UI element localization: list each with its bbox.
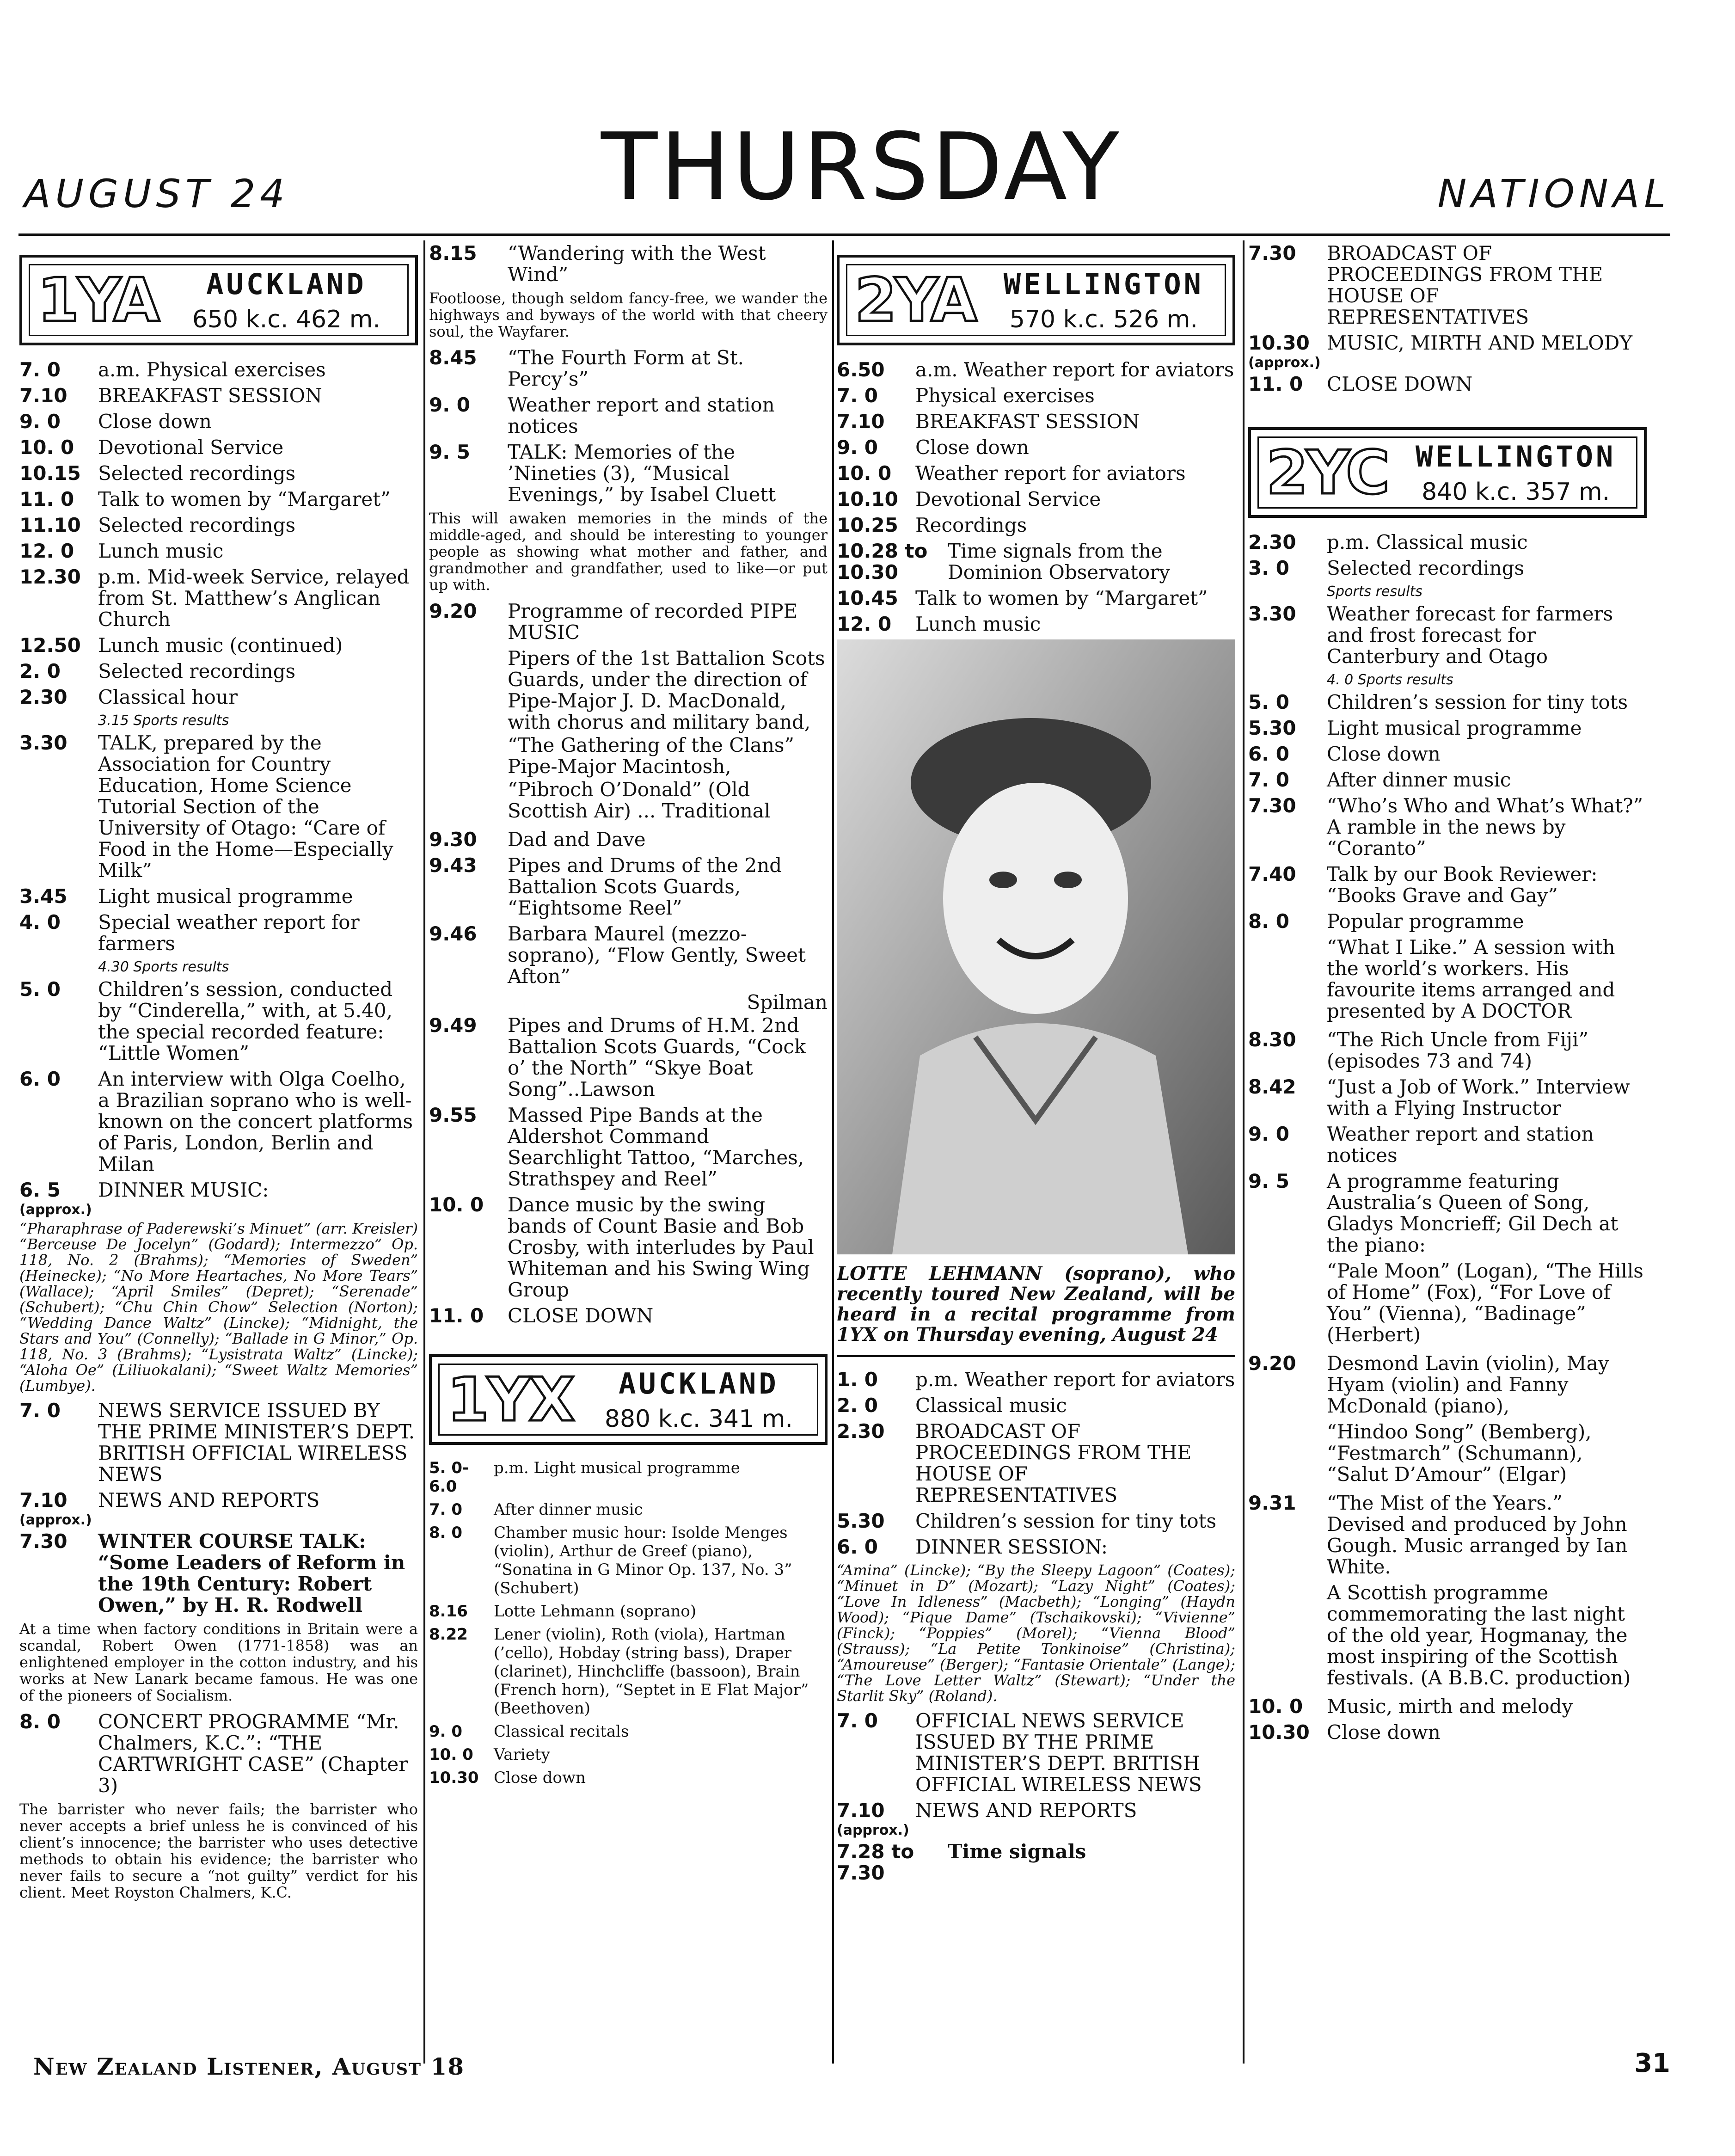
- station-frequency: 880 k.c. 341 m.: [604, 1405, 793, 1433]
- programme-desc: Special weather report for farmers: [98, 911, 360, 955]
- programme-desc: Recordings: [915, 514, 1027, 536]
- programme-desc: “Who’s Who and What’s What?” A ramble in the news by “Coranto”: [1327, 794, 1643, 860]
- programme-time: 5. 0-6.0: [429, 1459, 469, 1496]
- station-frequency: 650 k.c. 462 m.: [192, 305, 380, 333]
- programme-time: 9. 5: [429, 441, 471, 463]
- programme-desc: BREAKFAST SESSION: [915, 410, 1140, 433]
- programme-item: [1248, 864, 1647, 906]
- programme-desc: Children’s session for tiny tots: [1327, 691, 1628, 713]
- programme-item: [19, 635, 418, 656]
- programme-item: [429, 243, 828, 285]
- station-logo: 1YA: [37, 265, 158, 335]
- programme-time: 10.15: [19, 462, 81, 485]
- programme-time: 9.46: [429, 922, 477, 945]
- programme-desc: “The Rich Uncle from Fiji” (episodes 73 and 74): [1327, 1028, 1588, 1072]
- station-frequency: 840 k.c. 357 m.: [1422, 478, 1610, 506]
- programme-time: 9. 5: [1248, 1170, 1290, 1192]
- programme-desc: WINTER COURSE TALK: “Some Leaders of Reform in the 19th Century: Robert Owen,” by H. R. Rodwell: [98, 1530, 405, 1616]
- programme-desc: Classical music: [915, 1394, 1067, 1417]
- programme-item: [19, 886, 418, 907]
- programme-item: [837, 515, 1235, 536]
- programme-desc: DINNER SESSION:: [915, 1536, 1108, 1558]
- programme-time: 9.20: [429, 600, 477, 622]
- column-2ya-wellington: [837, 243, 1235, 2077]
- programme-time: 11. 0: [19, 488, 74, 510]
- programme-item: [1248, 1493, 1647, 1578]
- programme-desc: Dance music by the swing bands of Count Basie and Bob Crosby, with interludes by Paul Whiteman and his Swing Wing Group: [508, 1193, 814, 1301]
- programme-item: [837, 541, 1235, 583]
- programme-item: [19, 411, 418, 432]
- header-date: AUGUST 24: [24, 171, 289, 216]
- programme-desc: DINNER MUSIC:: [98, 1179, 269, 1201]
- programme-time: 10.30: [429, 1769, 479, 1787]
- programme-item: [837, 411, 1235, 432]
- programme-time: 10.30: [1248, 332, 1310, 354]
- programme-item: [19, 1490, 418, 1511]
- footer-publication: New Zealand Listener, August 18: [33, 2053, 465, 2080]
- programme-item: [837, 1511, 1235, 1532]
- programme-item: [1248, 1124, 1647, 1166]
- programme-item: [1248, 603, 1647, 667]
- programme-time: 8.42: [1248, 1075, 1296, 1098]
- programme-desc: “Just a Job of Work.” Interview with a Flying Instructor: [1327, 1075, 1630, 1119]
- programme-desc: TALK, prepared by the Association for Country Education, Home Science Tutorial Section of the University of Otago: “Care of Food in the Home—Especially Milk”: [98, 731, 393, 882]
- photo-caption: LOTTE LEHMANN (soprano), who recently toured New Zealand, will be heard in a recital programme from 1YX on Thursday evening, August 24: [837, 1264, 1235, 1357]
- programme-item: [837, 1369, 1235, 1390]
- programme-desc: Pipes and Drums of H.M. 2nd Battalion Scots Guards, “Cock o’ the North” “Skye Boat Song”..Lawson: [508, 1014, 806, 1100]
- programme-item: [429, 1194, 828, 1301]
- programme-desc: After dinner music: [1327, 768, 1511, 791]
- programme-item: [1248, 911, 1647, 932]
- programme-desc: After dinner music: [494, 1500, 643, 1519]
- programme-item: [837, 437, 1235, 458]
- programme-item: [429, 923, 828, 987]
- programme-note: At a time when factory conditions in Britain were a scandal, Robert Owen (1771-1858) was an enlightened employer in the cotton industry, and his works at New Lanark became famous. He was one of the pioneers of Socialism.: [19, 1620, 418, 1704]
- programme-item: [837, 385, 1235, 406]
- programme-sub: “The Gathering of the Clans” Pipe-Major Macintosh,: [508, 734, 794, 778]
- programme-time: 8.15: [429, 243, 477, 264]
- programme-item: [837, 1421, 1235, 1506]
- programme-item: [19, 1179, 418, 1201]
- programme-item: [1248, 1171, 1647, 1256]
- programme-item: [429, 1500, 828, 1519]
- programme-desc: Talk to women by “Margaret”: [915, 587, 1208, 609]
- programme-time: 7.40: [1248, 863, 1296, 885]
- programme-item: [429, 1523, 828, 1597]
- programme-item: [429, 1105, 828, 1190]
- programme-time: 10.28 to 10.30: [837, 540, 928, 584]
- programme-desc: Talk to women by “Margaret”: [98, 488, 391, 510]
- header-network: NATIONAL: [1437, 171, 1670, 216]
- programme-time: 10. 0: [429, 1745, 473, 1764]
- programme-desc: Time signals from the Dominion Observatory: [948, 540, 1170, 584]
- programme-time: 10. 0: [429, 1193, 484, 1216]
- programme-desc: Programme of recorded PIPE MUSIC: [508, 600, 798, 644]
- programme-desc: Music, mirth and melody: [1327, 1695, 1573, 1718]
- programme-sub: Pipers of the 1st Battalion Scots Guards, under the direction of Pipe-Major J. D. MacDonald, with chorus and military band,: [508, 647, 825, 733]
- programme-time: 2.30: [19, 686, 67, 708]
- programme-sub: “Pale Moon” (Logan), “The Hills of Home” (Fox), “For Love of You” (Vienna), “Badinage” (Herbert): [1327, 1259, 1643, 1346]
- approx-label: (approx.): [837, 1822, 909, 1838]
- programme-desc: Lunch music: [915, 613, 1041, 635]
- programme-item: [429, 1745, 828, 1764]
- programme-time: 9.30: [429, 828, 477, 851]
- programme-time: 11. 0: [429, 1304, 484, 1327]
- programme-desc: Close down: [494, 1769, 586, 1787]
- programme-time: 8.22: [429, 1625, 468, 1644]
- programme-desc: Close down: [98, 410, 212, 433]
- programme-time: 9. 0: [429, 393, 471, 416]
- programme-item: [1248, 1722, 1647, 1743]
- programme-time: 11. 0: [1248, 373, 1303, 395]
- column-divider: [1243, 240, 1245, 2064]
- sports-results: 3.15 Sports results: [98, 713, 229, 729]
- programme-time: 2. 0: [837, 1394, 878, 1417]
- station-logo: 2YA: [855, 265, 975, 335]
- programme-time: 10.30: [1248, 1721, 1310, 1744]
- programme-desc: Weather report and station notices: [508, 393, 775, 437]
- programme-sub: “Hindoo Song” (Bemberg), “Festmarch” (Schumann), “Salut D’Amour” (Elgar): [1327, 1420, 1592, 1486]
- programme-desc: Lener (violin), Roth (viola), Hartman (’cello), Hobday (string bass), Draper (clarinet), Hinchcliffe (bassoon), Brain (French horn), “Septet in E Flat Major” (Beethoven): [494, 1625, 809, 1718]
- programme-desc: BROADCAST OF PROCEEDINGS FROM THE HOUSE OF REPRESENTATIVES: [1327, 243, 1603, 328]
- programme-sub: A Scottish programme commemorating the last night of the old year, Hogmanay, the most inspiring of the Scottish festivals. (A B.B.C. production): [1327, 1581, 1631, 1689]
- programme-time: 10.10: [837, 488, 898, 510]
- programme-time: 7.10: [837, 1799, 885, 1822]
- programme-time: 5. 0: [1248, 691, 1290, 713]
- programme-desc: NEWS SERVICE ISSUED BY THE PRIME MINISTER’S DEPT. BRITISH OFFICIAL WIRELESS NEWS: [98, 1399, 415, 1486]
- programme-desc: An interview with Olga Coelho, a Brazilian soprano who is well-known on the concert platforms of Paris, London, Berlin and Milan: [98, 1068, 413, 1175]
- programme-time: 12. 0: [837, 613, 892, 635]
- programme-time: 6. 0: [837, 1536, 878, 1558]
- programme-desc: TALK: Memories of the ’Nineties (3), “Musical Evenings,” by Isabel Cluett: [508, 441, 776, 506]
- programme-desc: Talk by our Book Reviewer: “Books Grave and Gay”: [1327, 863, 1598, 907]
- programme-desc: Devotional Service: [98, 436, 284, 459]
- programme-desc: CLOSE DOWN: [508, 1304, 654, 1327]
- programme-time: 7. 0: [1248, 768, 1290, 791]
- programme-desc: p.m. Classical music: [1327, 531, 1528, 553]
- programme-desc: a.m. Weather report for aviators: [915, 358, 1234, 381]
- programme-time: 10. 0: [837, 462, 892, 485]
- programme-desc: Classical recitals: [494, 1722, 629, 1741]
- programme-time: 10. 0: [1248, 1695, 1303, 1718]
- column-2yc-wellington: [1248, 243, 1647, 2077]
- sports-results: Sports results: [1327, 584, 1422, 600]
- programme-time: 8.30: [1248, 1028, 1296, 1051]
- programme-item: [429, 855, 828, 919]
- programme-time: 7.10: [19, 384, 67, 407]
- programme-time: 6. 0: [19, 1068, 61, 1090]
- programme-time: 7.28 to 7.30: [837, 1840, 914, 1884]
- programme-time: 7. 0: [19, 358, 61, 381]
- programme-desc: p.m. Mid-week Service, relayed from St. Matthew’s Anglican Church: [98, 565, 410, 631]
- programme-desc: BROADCAST OF PROCEEDINGS FROM THE HOUSE OF REPRESENTATIVES: [915, 1420, 1192, 1506]
- programme-sub: Spilman: [747, 991, 828, 1014]
- programme-desc: Lunch music (continued): [98, 634, 343, 657]
- programme-time: 3.30: [19, 731, 67, 754]
- programme-time: 8. 0: [1248, 910, 1290, 933]
- programme-desc: Massed Pipe Bands at the Aldershot Command Searchlight Tattoo, “Marches, Strathspey and Reel”: [508, 1104, 804, 1190]
- programme-item: [429, 1015, 828, 1100]
- programme-time: 10. 0: [19, 436, 74, 459]
- programme-desc: OFFICIAL NEWS SERVICE ISSUED BY THE PRIME MINISTER’S DEPT. BRITISH OFFICIAL WIRELESS NEWS: [915, 1709, 1202, 1796]
- programme-desc: Lunch music: [98, 540, 224, 562]
- station-box-2yc: [1248, 427, 1647, 518]
- programme-item: [837, 614, 1235, 635]
- programme-desc: Barbara Maurel (mezzo-soprano), “Flow Gently, Sweet Afton”: [508, 922, 806, 988]
- programme-desc: “Wandering with the West Wind”: [508, 243, 766, 286]
- programme-item: [19, 566, 418, 630]
- programme-time: 3. 0: [1248, 557, 1290, 579]
- programme-item: [837, 1710, 1235, 1795]
- programme-item: [1248, 769, 1647, 791]
- station-name: AUCKLAND: [619, 1366, 779, 1400]
- programme-item: [837, 588, 1235, 609]
- programme-desc: “The Fourth Form at St. Percy’s”: [508, 346, 744, 390]
- programme-item: [1248, 1353, 1647, 1417]
- programme-time: 1. 0: [837, 1368, 878, 1391]
- programme-desc: p.m. Weather report for aviators: [915, 1368, 1235, 1391]
- programme-item: [19, 385, 418, 406]
- programme-time: 6. 0: [1248, 743, 1290, 765]
- programme-time: 2.30: [1248, 531, 1296, 553]
- programme-item: [837, 359, 1235, 381]
- programme-desc: Close down: [1327, 743, 1441, 765]
- programme-time: 5.30: [837, 1510, 885, 1532]
- programme-desc: Chamber music hour: Isolde Menges (violin), Arthur de Greef (piano), “Sonatina in G Minor Op. 137, No. 3” (Schubert): [494, 1523, 792, 1597]
- programme-desc: Selected recordings: [98, 660, 296, 682]
- programme-item: [19, 687, 418, 708]
- programme-time: 7. 0: [837, 384, 878, 407]
- programme-item: [837, 463, 1235, 484]
- programme-desc: NEWS AND REPORTS: [98, 1489, 320, 1511]
- programme-item: [19, 1531, 418, 1616]
- programme-time: 7. 0: [19, 1399, 61, 1422]
- programme-item: [1248, 332, 1647, 354]
- station-box-1yx: [429, 1354, 828, 1445]
- programme-desc: Close down: [915, 436, 1029, 459]
- programme-time: 10.45: [837, 587, 898, 609]
- programme-desc: Weather report and station notices: [1327, 1123, 1594, 1167]
- programme-desc: A programme featuring Australia’s Queen of Song, Gladys Moncrieff; Gil Dech at the piano:: [1327, 1170, 1619, 1256]
- column-2: [429, 243, 828, 2077]
- programme-time: 12.30: [19, 565, 81, 588]
- programme-item: [1248, 1696, 1647, 1717]
- programme-item: [19, 661, 418, 682]
- programme-item: [1248, 374, 1647, 395]
- programme-desc: Dad and Dave: [508, 828, 646, 851]
- programme-desc: Light musical programme: [98, 885, 353, 908]
- programme-sub: “Pibroch O’Donald” (Old Scottish Air) ... Traditional: [508, 778, 771, 822]
- programme-item: [19, 979, 418, 1064]
- programme-desc: MUSIC, MIRTH AND MELODY: [1327, 332, 1633, 354]
- programme-time: 8.45: [429, 346, 477, 369]
- programme-time: 4. 0: [19, 911, 61, 934]
- programme-desc: CLOSE DOWN: [1327, 373, 1473, 395]
- sports-results: 4. 0 Sports results: [1327, 672, 1453, 688]
- programme-item: [1248, 1029, 1647, 1072]
- programme-desc: BREAKFAST SESSION: [98, 384, 322, 407]
- programme-desc: Pipes and Drums of the 2nd Battalion Scots Guards, “Eightsome Reel”: [508, 854, 782, 919]
- programme-item: [837, 1800, 1235, 1821]
- programme-desc: Light musical programme: [1327, 717, 1582, 739]
- programme-item: [429, 1602, 828, 1621]
- programme-item: [19, 489, 418, 510]
- portrait-image: [837, 639, 1235, 1254]
- station-box-2ya: [837, 255, 1235, 345]
- programme-time: 7.30: [19, 1530, 67, 1553]
- programme-note: The barrister who never fails; the barrister who never accepts a brief unless he is convinced of his client’s innocence; the barrister who uses detective methods to obtain his evidence; the barrister who never fails to secure a “not guilty” verdict for his client. Meet Royston Chalmers, K.C.: [19, 1800, 418, 1901]
- programme-item: [837, 1395, 1235, 1416]
- programme-time: 9.20: [1248, 1352, 1296, 1375]
- programme-item: [19, 437, 418, 458]
- programme-time: 10.25: [837, 514, 898, 536]
- programme-time: 9. 0: [1248, 1123, 1290, 1145]
- programme-time: 5. 0: [19, 978, 61, 1001]
- programme-desc: Selected recordings: [98, 462, 296, 485]
- programme-note: Footloose, though seldom fancy-free, we wander the highways and byways of the world with that cheery soul, the Wayfarer.: [429, 289, 828, 340]
- dinner-session-note: “Amina” (Lincke); “By the Sleepy Lagoon” (Coates); “Minuet in D” (Mozart); “Lazy Night” (Coates); “Love In Idleness” (Macbeth); “Longing” (Haydn Wood); “Pique Dame” (Tschaikovski); “Vivienne” (Finck); “Poppies” (Morel); “Vienna Blood” (Strauss); “La Petite Tonkinoise” (Christina); “Amoureuse” (Berger); “Fantasie Orientale” (Lange); “The Love Letter Waltz” (Stewart); “Under the Starlit Sky” (Roland).: [837, 1561, 1235, 1705]
- programme-item: [1248, 795, 1647, 859]
- programme-item: [1248, 743, 1647, 765]
- programme-desc: Variety: [494, 1745, 550, 1764]
- programme-item: [19, 541, 418, 562]
- programme-desc: CONCERT PROGRAMME “Mr. Chalmers, K.C.”: “THE CARTWRIGHT CASE” (Chapter 3): [98, 1710, 408, 1797]
- programme-desc: a.m. Physical exercises: [98, 358, 326, 381]
- programme-time: 7.30: [1248, 243, 1296, 264]
- approx-label: (approx.): [19, 1512, 92, 1528]
- page-number: 31: [1634, 2048, 1670, 2078]
- programme-item: [429, 1625, 828, 1718]
- programme-item: [19, 1400, 418, 1485]
- programme-item: [19, 515, 418, 536]
- programme-item: [1248, 718, 1647, 739]
- programme-desc: Lotte Lehmann (soprano): [494, 1602, 697, 1621]
- programme-time: 9.55: [429, 1104, 477, 1126]
- station-logo: 2YC: [1266, 437, 1388, 508]
- programme-time: 7.30: [1248, 794, 1296, 817]
- station-box-1ya: [19, 255, 418, 345]
- column-divider: [423, 240, 425, 2064]
- programme-desc: Devotional Service: [915, 488, 1101, 510]
- programme-item: [837, 489, 1235, 510]
- programme-item: [837, 1536, 1235, 1558]
- programme-item: [429, 1769, 828, 1787]
- programme-item: [429, 601, 828, 643]
- programme-desc: Popular programme: [1327, 910, 1524, 933]
- header-day: THURSDAY: [601, 113, 1122, 221]
- column-1yx-auckland: [19, 243, 418, 2077]
- programme-time: 9. 0: [19, 410, 61, 433]
- programme-time: 2. 0: [19, 660, 61, 682]
- programme-item: [19, 912, 418, 954]
- programme-item: [429, 347, 828, 390]
- programme-desc: Weather report for aviators: [915, 462, 1186, 485]
- programme-item: [1248, 692, 1647, 713]
- programme-item: [429, 1722, 828, 1741]
- programme-desc: Close down: [1327, 1721, 1441, 1744]
- programme-item: [1248, 558, 1647, 579]
- programme-time: 7.10: [837, 410, 885, 433]
- programme-item: [429, 1305, 828, 1327]
- programme-desc: Time signals: [948, 1840, 1086, 1863]
- approx-label: (approx.): [1248, 355, 1321, 371]
- programme-time: 3.30: [1248, 602, 1296, 625]
- programme-time: 2.30: [837, 1420, 885, 1443]
- programme-desc: Selected recordings: [1327, 557, 1525, 579]
- programme-time: 3.45: [19, 885, 67, 908]
- programme-time: 8.16: [429, 1602, 468, 1621]
- programme-item: [429, 829, 828, 850]
- programme-desc: p.m. Light musical programme: [494, 1459, 740, 1477]
- programme-time: 9. 0: [837, 436, 878, 459]
- column-divider: [832, 240, 834, 2064]
- approx-label: (approx.): [19, 1202, 92, 1218]
- sports-results: 4.30 Sports results: [98, 959, 229, 975]
- programme-time: 11.10: [19, 514, 81, 536]
- programme-time: 6.50: [837, 358, 885, 381]
- header-rule: [18, 233, 1670, 236]
- programme-item: [1248, 1076, 1647, 1119]
- programme-desc: Weather forecast for farmers and frost forecast for Canterbury and Otago: [1327, 602, 1613, 668]
- programme-item: [429, 394, 828, 437]
- programme-desc: Physical exercises: [915, 384, 1095, 407]
- station-name: WELLINGTON: [1003, 267, 1204, 301]
- programme-time: 7. 0: [837, 1709, 878, 1732]
- dinner-music-note: “Pharaphrase of Paderewski’s Minuet” (arr. Kreisler) “Berceuse De Jocelyn” (Godard); Intermezzo” Op. 118, No. 2 (Brahms); “Memories of Sweden” (Heinecke); “No More Heartaches, No More Tears” (Wallace); “April Smiles” (Depret); “Serenade” (Schubert); “Chu Chin Chow” Selection (Norton); “Wedding Dance Waltz” (Lincke); “Midnight, the Stars and You” (Connelly); “Ballade in G Minor,” Op. 118, No. 3 (Brahms); “Lysistrata Waltz” (Lincke); “Aloha Oe” (Liliuokalani); “Sweet Waltz Memories” (Lumbye).: [19, 1220, 418, 1394]
- programme-time: 8. 0: [19, 1710, 61, 1733]
- programme-time: 9.43: [429, 854, 477, 877]
- programme-desc: Children’s session, conducted by “Cinderella,” with, at 5.40, the special recorded feature: “Little Women”: [98, 978, 393, 1064]
- station-name: AUCKLAND: [206, 267, 367, 301]
- programme-item: [429, 442, 828, 505]
- programme-time: 9.31: [1248, 1492, 1296, 1514]
- programme-time: 12.50: [19, 634, 81, 657]
- programme-item: [837, 1841, 1235, 1884]
- programme-item: [19, 1711, 418, 1796]
- station-name: WELLINGTON: [1416, 439, 1616, 473]
- programme-desc: “The Mist of the Years.” Devised and produced by John Gough. Music arranged by Ian White.: [1327, 1492, 1628, 1578]
- programme-time: 9. 0: [429, 1722, 463, 1741]
- programme-time: 6. 5: [19, 1179, 61, 1201]
- programme-time: 5.30: [1248, 717, 1296, 739]
- programme-item: [429, 1459, 828, 1496]
- programme-desc: Selected recordings: [98, 514, 296, 536]
- programme-time: 12. 0: [19, 540, 74, 562]
- programme-item: [19, 359, 418, 381]
- programme-desc: Children’s session for tiny tots: [915, 1510, 1217, 1532]
- station-logo: 1YX: [447, 1364, 573, 1435]
- programme-desc: NEWS AND REPORTS: [915, 1799, 1137, 1822]
- programme-note: This will awaken memories in the minds of the middle-aged, and should be interesting to younger people as showing what mother and father, and grandmother and grandfather, used to like—or put up with.: [429, 510, 828, 594]
- programme-item: [19, 463, 418, 484]
- programme-desc: Desmond Lavin (violin), May Hyam (violin) and Fanny McDonald (piano),: [1327, 1352, 1609, 1417]
- programme-item: [19, 732, 418, 881]
- programme-item: [1248, 243, 1647, 328]
- programme-time: 7. 0: [429, 1500, 463, 1519]
- programme-sub: “What I Like.” A session with the world’s workers. His favourite items arranged and presented by A DOCTOR: [1327, 936, 1615, 1022]
- programme-time: 9.49: [429, 1014, 477, 1037]
- programme-time: 8. 0: [429, 1523, 463, 1542]
- programme-item: [1248, 532, 1647, 553]
- programme-item: [19, 1069, 418, 1175]
- station-frequency: 570 k.c. 526 m.: [1009, 305, 1198, 333]
- programme-desc: Classical hour: [98, 686, 238, 708]
- programme-time: 7.10: [19, 1489, 67, 1511]
- portrait-photo: [837, 639, 1235, 1254]
